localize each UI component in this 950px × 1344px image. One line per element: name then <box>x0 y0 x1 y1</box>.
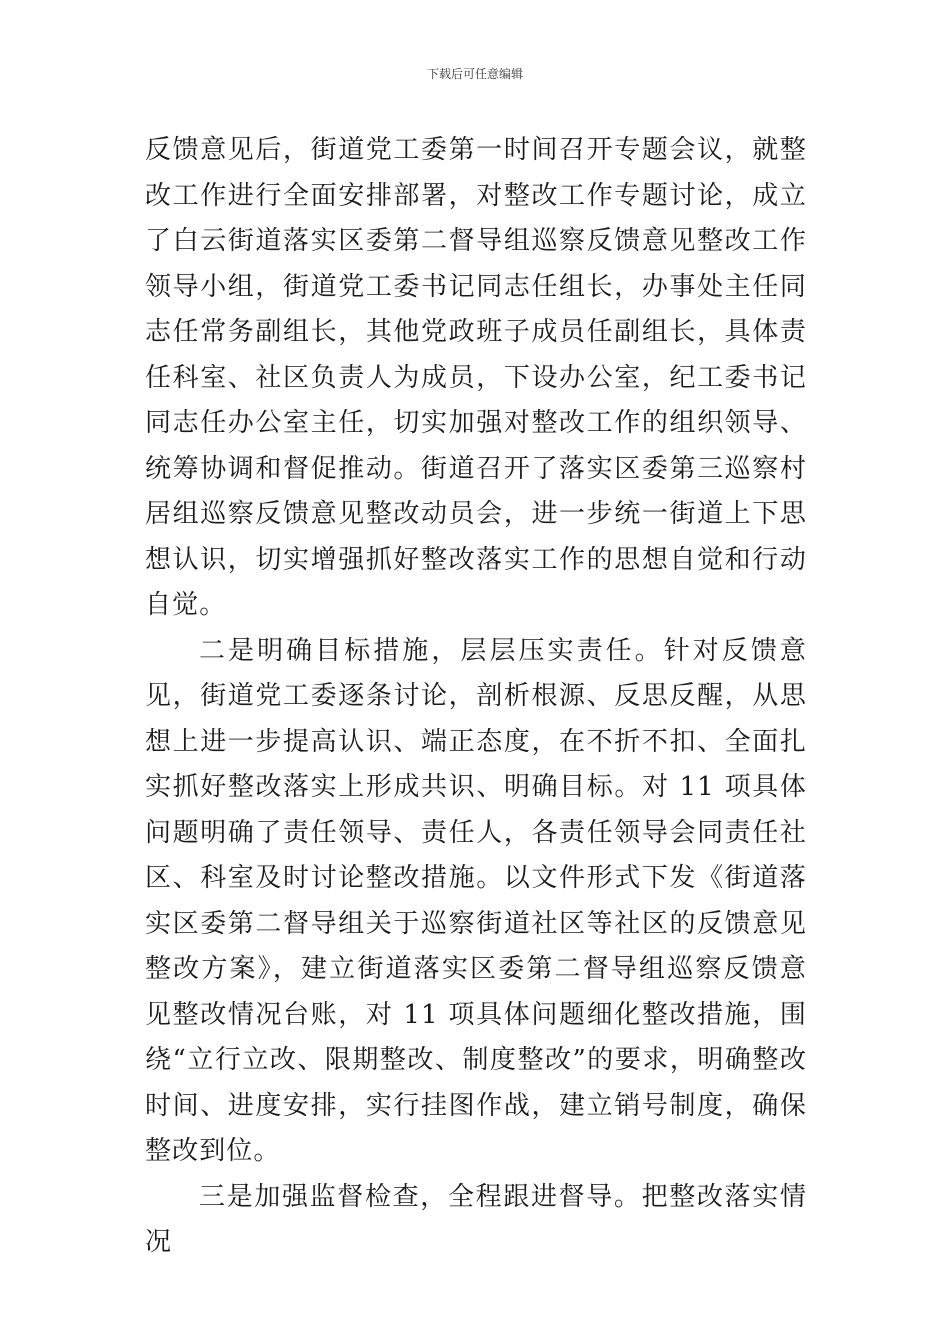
document-body <box>145 128 807 1266</box>
paragraph-3: 三是加强监督检查，全程跟进督导。把整改落实情况 <box>145 1181 807 1257</box>
paragraph-1: 反馈意见后，街道党工委第一时间召开专题会议，就整改工作进行全面安排部署，对整改工作专题讨论，成立了白云街道落实区委第二督导组巡察反馈意见整改工作领导小组，街道党工委书记同志任组长，办事处主任同志任常务副组长，其他党政班子成员任副组长，具体责任科室、社区负责人为成员，下设办公室，纪工委书记同志任办公室主任，切实加强对整改工作的组织领导、统筹协调和督促推动。街道召开了落实区委第三巡察村居组巡察反馈意见整改动员会，进一步统一街道上下思想认识，切实增强抓好整改落实工作的思想自觉和行动自觉。 <box>145 135 807 620</box>
paragraph-2: 二是明确目标措施，层层压实责任。针对反馈意见，街道党工委逐条讨论，剖析根源、反思反醒，从思想上进一步提高认识、端正态度，在不折不扣、全面扎实抓好整改落实上形成共识、明确目标。对 11 项具体问题明确了责任领导、责任人，各责任领导会同责任社区、科室及时讨论整改措施。以文件形式下发《街道落实区委第二督导组关于巡察街道社区等社区的反馈意见整改方案》，建立街道落实区委第二督导组巡察反馈意见整改情况台账，对 11 项具体问题细化整改措施，围绕“立行立改、限期整改、制度整改”的要求，明确整改时间、进度安排，实行挂图作战，建立销号制度，确保整改到位。 <box>145 635 807 1166</box>
page-header-note: 下载后可任意编辑 <box>426 67 523 81</box>
